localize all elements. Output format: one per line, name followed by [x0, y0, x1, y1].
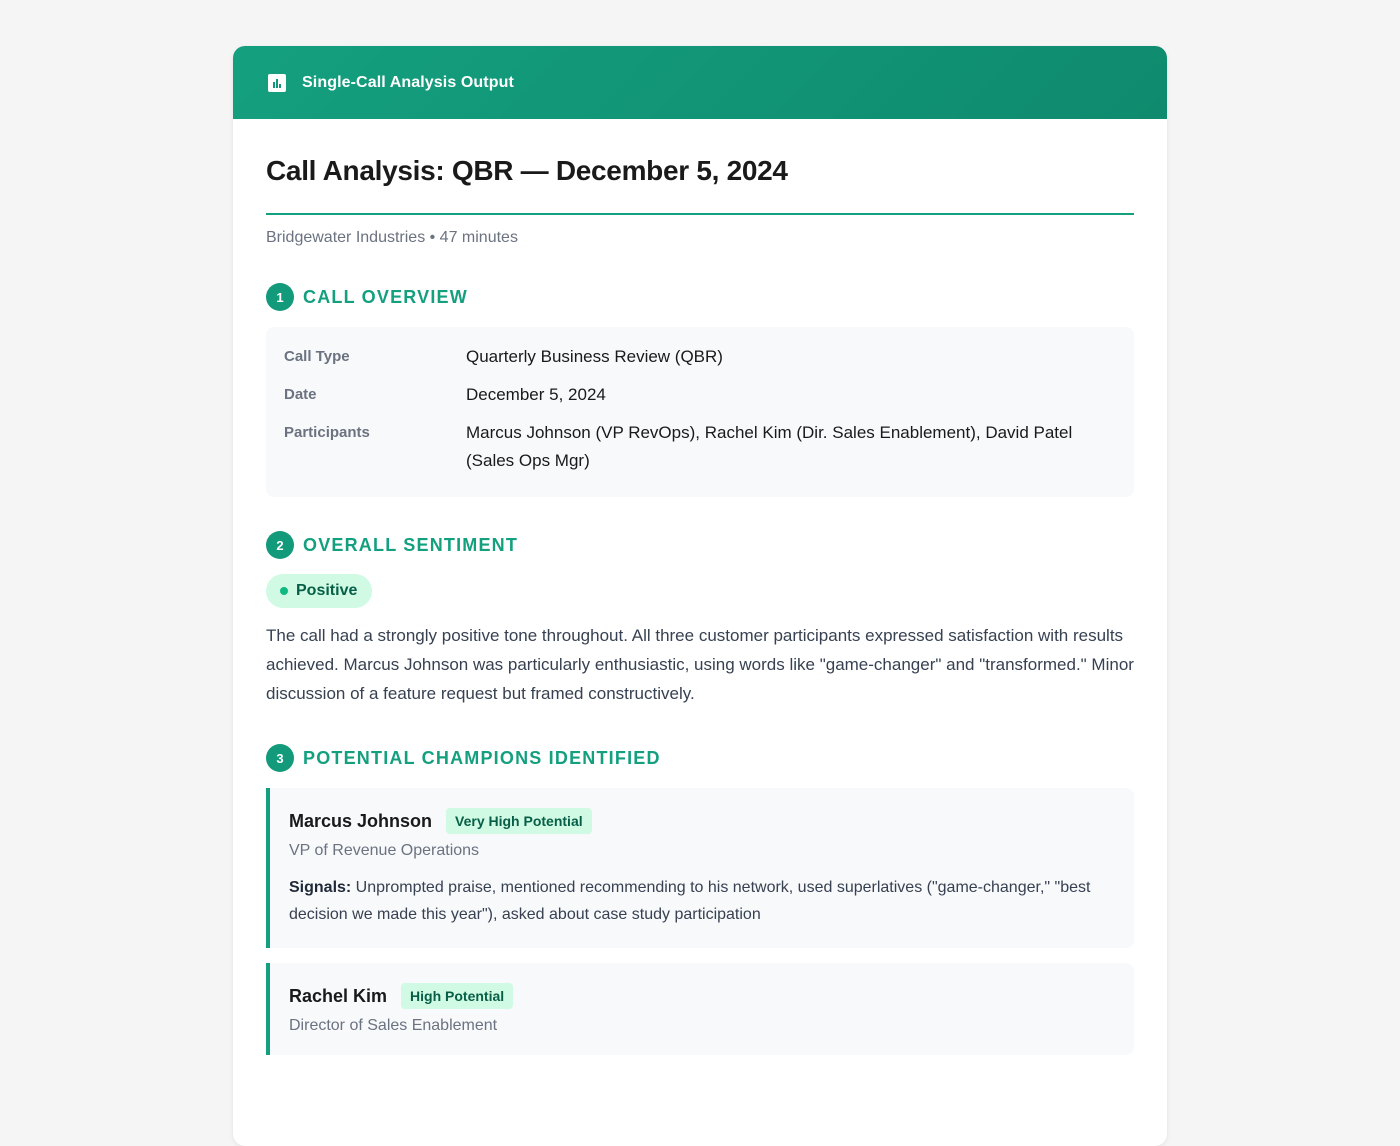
champion-card [266, 963, 1134, 1055]
section-number-badge: 2 [266, 531, 294, 559]
section-number-badge: 3 [266, 744, 294, 772]
call-overview-box [266, 327, 1134, 497]
section-title: OVERALL SENTIMENT [303, 534, 519, 555]
section-header-potential-champions [266, 744, 1134, 772]
overview-row-date [284, 385, 1116, 409]
signals-text: Unprompted praise, mentioned recommending to his network, used superlatives ("game-changer," "best decision we made this year"), asked about case study participation [289, 879, 1091, 923]
champion-header [289, 983, 1114, 1009]
overview-value: December 5, 2024 [466, 385, 606, 404]
champion-name: Marcus Johnson [289, 810, 433, 831]
bar-chart-icon [268, 74, 286, 92]
card-body [233, 119, 1167, 1055]
section-title: POTENTIAL CHAMPIONS IDENTIFIED [303, 747, 661, 768]
sentiment-badge [266, 574, 372, 608]
status-dot-icon [280, 587, 288, 595]
page-title: Call Analysis: QBR — December 5, 2024 [266, 155, 1134, 215]
header-title: Single-Call Analysis Output [302, 73, 514, 91]
sentiment-description: The call had a strongly positive tone throughout. All three customer participants expressed satisfaction with results achieved. Marcus Johnson was particularly enthusiastic, using words like "game-changer" and "transformed." Minor discussion of a feature request but framed constructively. [266, 626, 1134, 703]
champion-card [266, 788, 1134, 948]
card-header [233, 46, 1167, 119]
overview-row-call-type [284, 347, 1116, 371]
overview-label: Call Type [284, 348, 350, 365]
section-header-call-overview [266, 283, 1134, 311]
champion-header [289, 808, 1114, 834]
potential-badge: Very High Potential [446, 808, 592, 834]
analysis-card [233, 46, 1167, 1146]
overview-label: Participants [284, 424, 370, 441]
sentiment-label: Positive [296, 582, 358, 599]
champion-role: VP of Revenue Operations [289, 842, 480, 859]
overview-value: Quarterly Business Review (QBR) [466, 347, 723, 366]
section-header-overall-sentiment [266, 531, 1134, 559]
overview-value: Marcus Johnson (VP RevOps), Rachel Kim (Dir. Sales Enablement), David Patel (Sales Ops Mgr) [466, 423, 1073, 470]
overview-label: Date [284, 386, 317, 403]
champion-signals [289, 874, 1114, 928]
signals-label: Signals: [289, 879, 352, 896]
section-number-badge: 1 [266, 283, 294, 311]
section-title: CALL OVERVIEW [303, 286, 468, 307]
champion-name: Rachel Kim [289, 985, 388, 1006]
overview-row-participants [284, 423, 1116, 475]
call-meta: Bridgewater Industries • 47 minutes [266, 229, 518, 246]
potential-badge: High Potential [401, 983, 513, 1009]
champion-role: Director of Sales Enablement [289, 1017, 498, 1034]
